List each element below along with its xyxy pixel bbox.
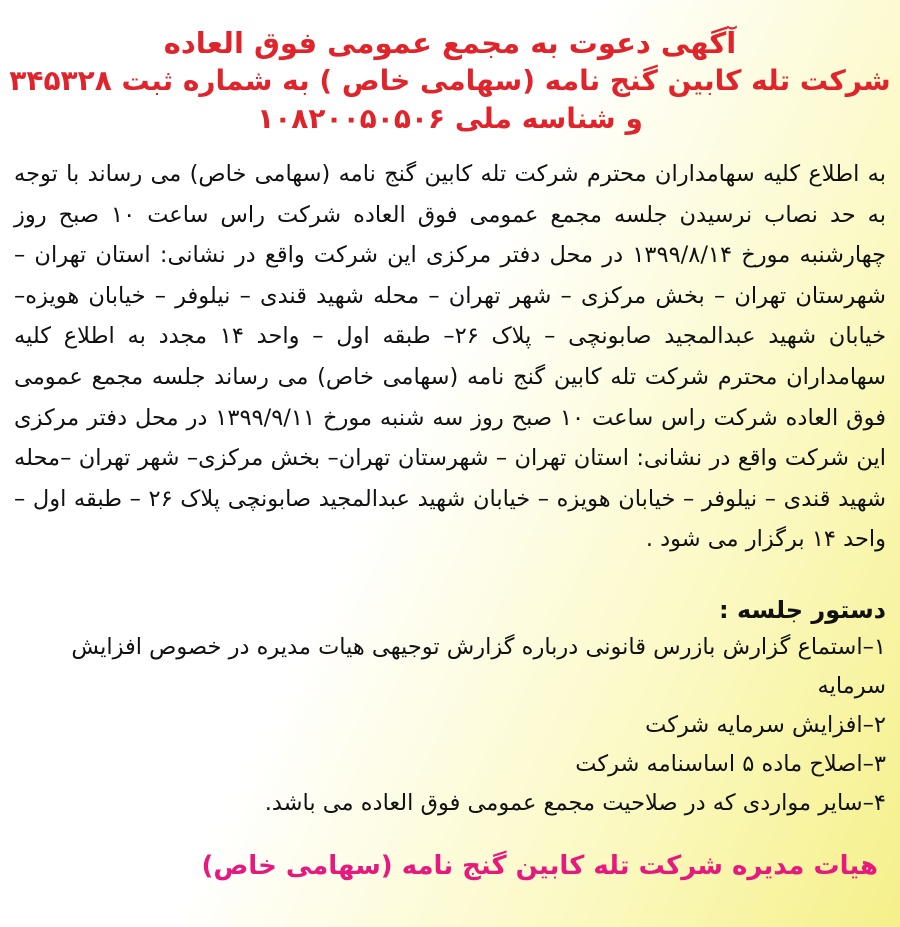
agenda-heading: دستور جلسه : — [719, 596, 886, 624]
agenda-section — [14, 592, 886, 823]
agenda-item-1: ۱–استماع گزارش بازرس قانونی درباره گزارش توجیهی هیات مدیره در خصوص افزایش سرمایه — [71, 634, 886, 699]
board-signature: هیات مدیره شرکت تله کابین گنج نامه (سهامی خاص) — [201, 851, 878, 881]
national-id-line: و شناسه ملی ۱۰۸۲۰۰۵۰۵۰۶ — [257, 102, 643, 135]
company-registration-line: شرکت تله کابین گنج نامه (سهامی خاص ) به شماره ثبت ۳۴۵۳۲۸ — [9, 64, 891, 97]
notice-title: آگهی دعوت به مجمع عمومی فوق العاده — [163, 26, 737, 60]
agenda-item-3: ۳–اصلاح ماده ۵ اساسنامه شرکت — [575, 751, 886, 777]
agenda-list — [14, 628, 886, 823]
notice-body-paragraph: به اطلاع کلیه سهامداران محترم شرکت تله کابین گنج نامه (سهامی خاص) می رساند با توجه به حد نصاب نرسیدن جلسه مجمع عمومی فوق العاده شرکت راس ساعت ۱۰ صبح روز چهارشنبه مورخ ۱۳۹۹/۸/۱۴ در محل دفتر مرکزی این شرکت واقع در نشانی: استان تهران – شهرستان تهران – بخش مرکزی – شهر تهران – محله شهید قندی – نیلوفر – خیابان هویزه– خیابان شهید عبدالمجید صابونچی – پلاک ۲۶– طبقه اول – واحد ۱۴ مجدد به اطلاع کلیه سهامداران محترم شرکت تله کابین گنج نامه (سهامی خاص) می رساند جلسه مجمع عمومی فوق العاده شرکت راس ساعت ۱۰ صبح روز سه شنبه مورخ ۱۳۹۹/۹/۱۱ در محل دفتر مرکزی این شرکت واقع در نشانی: استان تهران – شهرستان تهران– بخش مرکزی– شهر تهران –محله شهید قندی – نیلوفر – خیابان هویزه – خیابان شهید عبدالمجید صابونچی پلاک ۲۶ – طبقه اول – واحد ۱۴ برگزار می شود . — [14, 161, 887, 553]
notice-header — [0, 0, 900, 138]
agenda-item-4: ۴–سایر مواردی که در صلاحیت مجمع عمومی فوق العاده می باشد. — [264, 790, 886, 816]
agenda-item-2: ۲–افزایش سرمایه شرکت — [645, 712, 886, 738]
